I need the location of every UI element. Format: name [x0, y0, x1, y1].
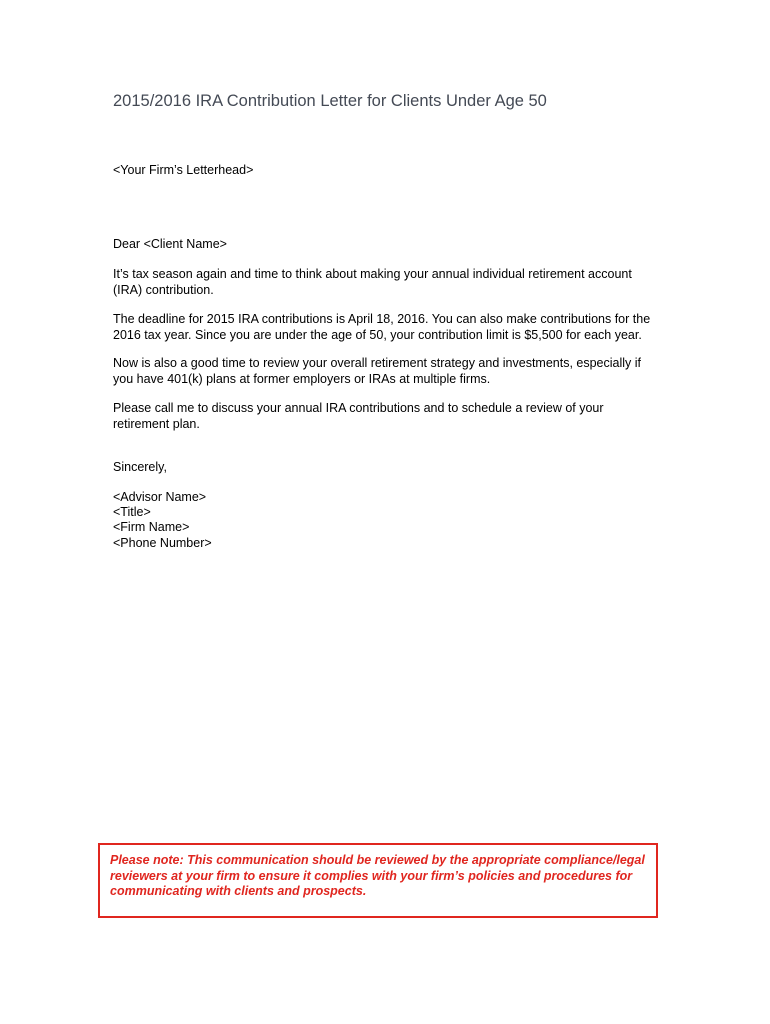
paragraph-line: retirement plan. — [113, 416, 200, 431]
paragraph-review — [113, 356, 641, 387]
notice-line: reviewers at your firm to ensure it complies with your firm’s policies and procedures for — [110, 868, 633, 883]
salutation: Dear <Client Name> — [113, 237, 227, 251]
notice-line: Please note: This communication should be reviewed by the appropriate compliance/legal — [110, 853, 645, 867]
compliance-notice-box — [98, 843, 658, 918]
paragraph-deadline — [113, 312, 650, 343]
paragraph-line: 2016 tax year. Since you are under the age of 50, your contribution limit is $5,500 for each year. — [113, 327, 642, 342]
phone-number: <Phone Number> — [113, 535, 212, 550]
firm-name: <Firm Name> — [113, 520, 190, 535]
document-title: 2015/2016 IRA Contribution Letter for Clients Under Age 50 — [113, 92, 547, 110]
paragraph-line: It’s tax season again and time to think about making your annual individual retirement account — [113, 267, 632, 281]
letterhead-placeholder: <Your Firm’s Letterhead> — [113, 163, 254, 177]
paragraph-line: you have 401(k) plans at former employers or IRAs at multiple firms. — [113, 371, 491, 386]
paragraph-line: Now is also a good time to review your overall retirement strategy and investments, especially if — [113, 356, 642, 370]
advisor-name: <Advisor Name> — [113, 490, 207, 504]
advisor-title: <Title> — [113, 505, 151, 520]
notice-line: communicating with clients and prospects. — [110, 884, 367, 899]
paragraph-line: (IRA) contribution. — [113, 282, 214, 297]
paragraph-line: Please call me to discuss your annual IRA contributions and to schedule a review of your — [113, 401, 604, 415]
paragraph-call — [113, 401, 604, 432]
closing: Sincerely, — [113, 460, 167, 474]
compliance-notice-text — [110, 853, 645, 900]
paragraph-line: The deadline for 2015 IRA contributions is April 18, 2016. You can also make contributions for the — [113, 312, 651, 326]
paragraph-tax-season — [113, 267, 632, 298]
signature-block — [113, 490, 212, 551]
